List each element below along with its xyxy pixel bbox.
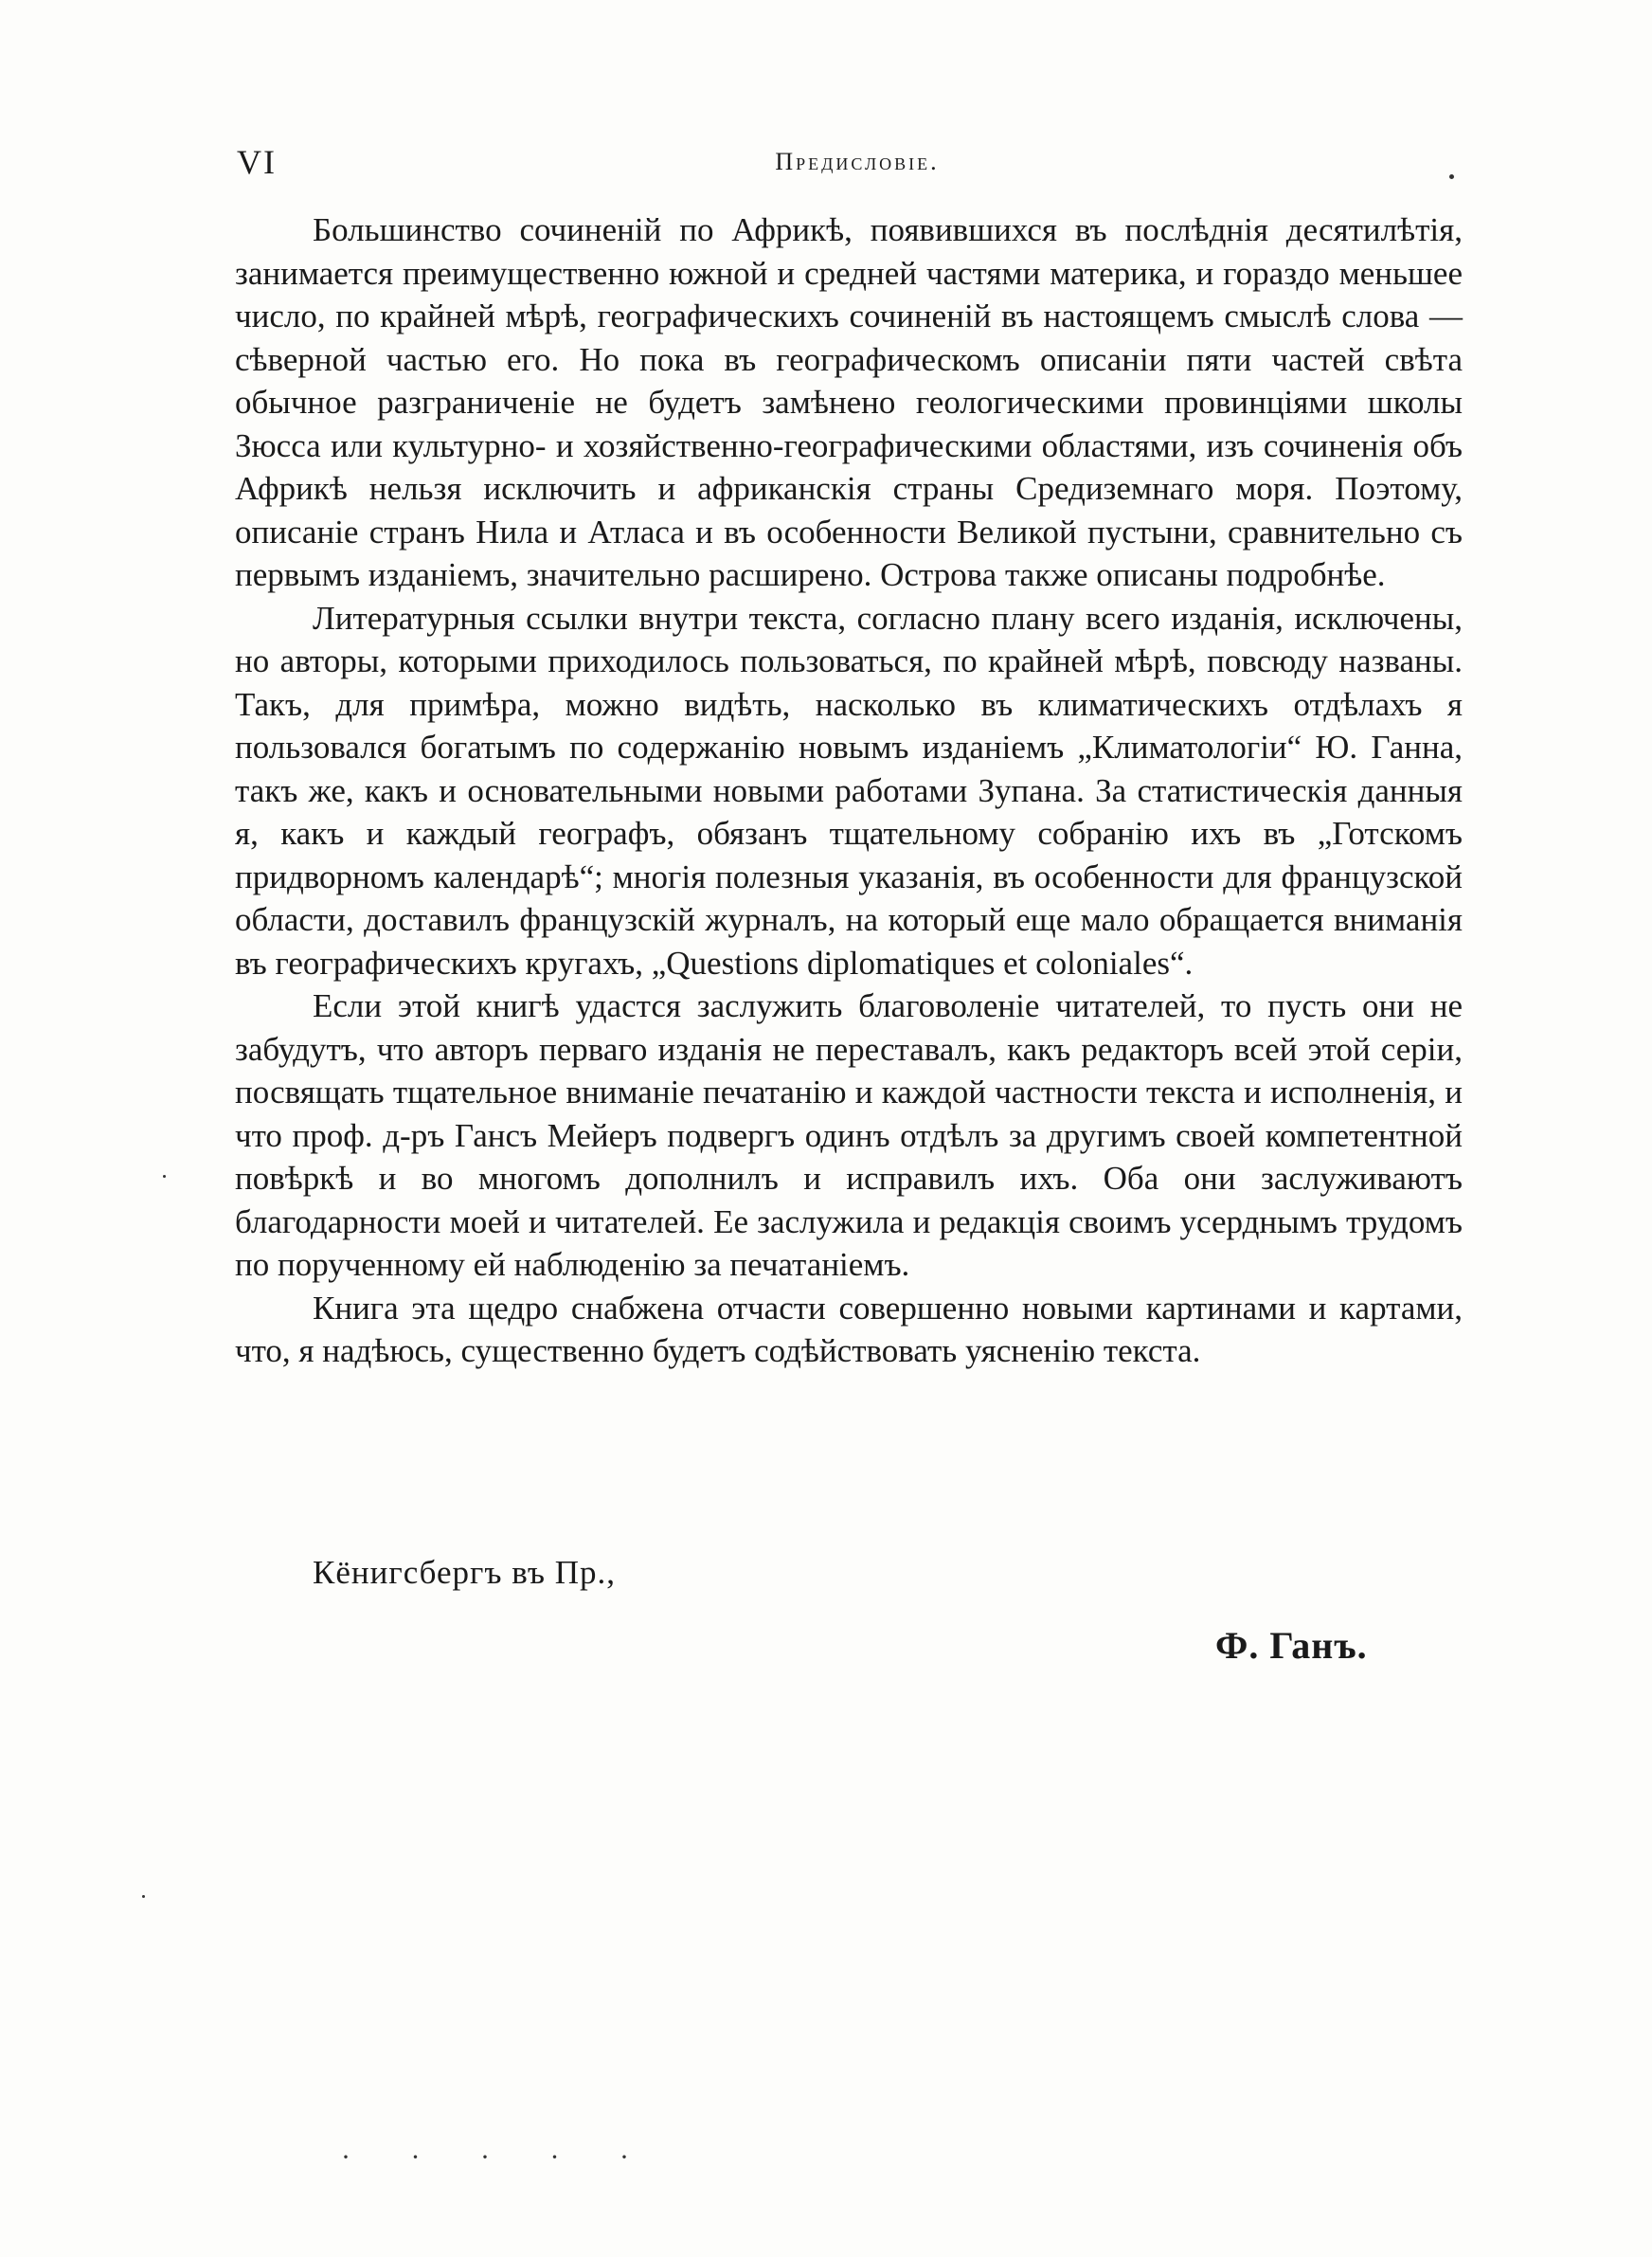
author-signature: Ф. Ганъ. <box>1215 1624 1368 1667</box>
closing-place: Кёнигсбергъ въ Пр., <box>313 1554 617 1591</box>
preface-body <box>235 208 1463 1373</box>
page-number: VI <box>237 143 277 181</box>
print-speck <box>163 1175 166 1178</box>
print-speck <box>142 1895 145 1898</box>
page-header <box>237 142 1478 199</box>
paragraph: Литературныя ссылки внутри текста, согласно плану всего изданія, исключены, но авторы, которыми приходилось пользоваться, по крайней мѣрѣ, повсюду названы. Такъ, для примѣра, можно видѣть, насколько въ климатическихъ отдѣлахъ я пользовался богатымъ по содержанію новымъ изданіемъ „Климатологіи“ Ю. Ганна, такъ же, какъ и основательными новыми работами Зупана. За статистическія данныя я, какъ и каждый географъ, обязанъ тщательному собранію ихъ въ „Готскомъ придворномъ календарѣ“; многія полезныя указанія, въ особенности для французской области, доставилъ французскій журналъ, на который еще мало обращается вниманія въ географическихъ кругахъ, „Questions diplomatiques et coloniales“. <box>235 599 1463 982</box>
print-speck <box>1449 174 1454 179</box>
running-title: Предисловіе. <box>775 148 940 175</box>
paragraph: Большинство сочиненій по Африкѣ, появившихся въ послѣднія десятилѣтія, занимается преимущественно южной и средней частями материка, и гораздо меньшее число, по крайней мѣрѣ, географическихъ сочиненій въ настоящемъ смыслѣ слова — сѣверной частью его. Но пока въ географическомъ описаніи пяти частей свѣта обычное разграниченіе не будетъ замѣнено геологическими провинціями школы Зюсса или культурно- и хозяйственно-географическими областями, изъ сочиненія объ Африкѣ нельзя исключить и африканскія страны Средиземнаго моря. Поэтому, описаніе странъ Нила и Атласа и въ особенности Великой пустыни, сравнительно съ первымъ изданіемъ, значительно расширено. Острова также описаны подробнѣе. <box>235 211 1463 593</box>
print-specks-row: · · · · · <box>341 2141 655 2173</box>
paragraph: Если этой книгѣ удастся заслужить благоволеніе читателей, то пусть они не забудутъ, что авторъ перваго изданія не переставалъ, какъ редакторъ всей этой серіи, посвящать тщательное вниманіе печатанію и каждой частности текста и исполненія, и что проф. д-ръ Гансъ Мейеръ подвергъ одинъ отдѣлъ за другимъ своей компетентной повѣркѣ и во многомъ дополнилъ и исправилъ ихъ. Оба они заслуживаютъ благодарности моей и читателей. Ее заслужила и редакція своимъ усерднымъ трудомъ по порученному ей наблюденію за печатаніемъ. <box>235 987 1463 1283</box>
paragraph: Книга эта щедро снабжена отчасти совершенно новыми картинами и картами, что, я надѣюсь, существенно будетъ содѣйствовать уясненію текста. <box>235 1289 1463 1369</box>
